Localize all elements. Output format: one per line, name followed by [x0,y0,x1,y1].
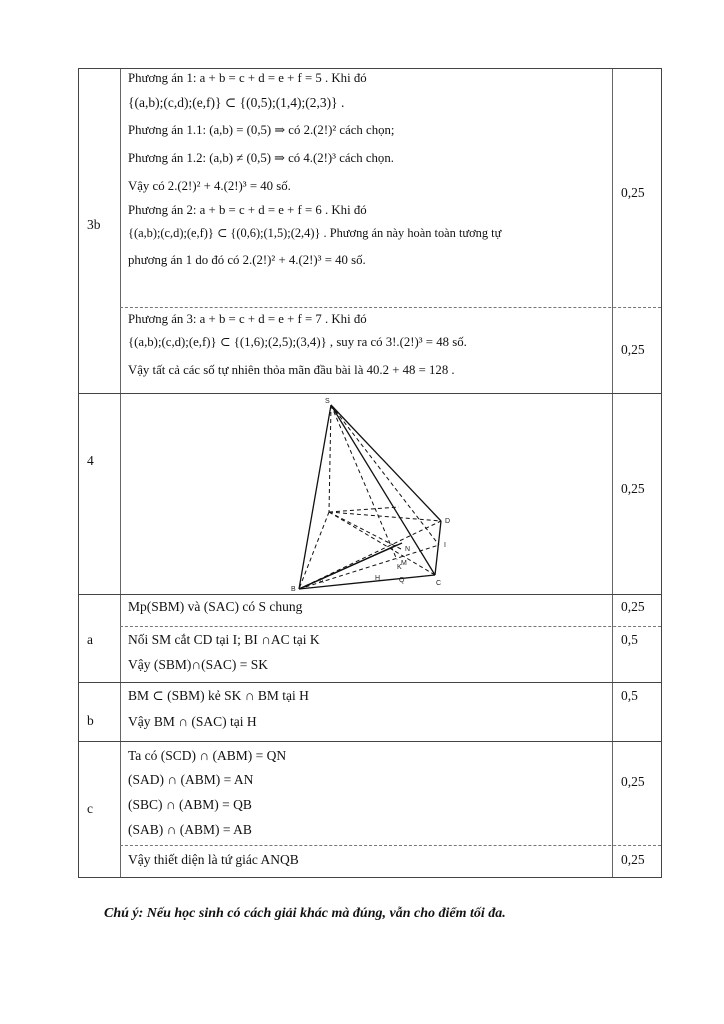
score: 0,5 [621,688,638,703]
edge-SB [299,405,331,589]
text-line: Phương án 1.2: (a,b) ≠ (0,5) ⇒ có 4.(2!)³ cách chọn. [128,151,394,165]
row-label-a: a [87,632,93,647]
vertex-label: H [375,575,381,582]
text-line: (SAB) ∩ (ABM) = AB [128,822,252,837]
score: 0,25 [621,599,645,614]
row-divider [79,682,661,683]
text-line: Vậy có 2.(2!)² + 4.(2!)³ = 40 số. [128,179,291,193]
subrow-divider [120,307,661,308]
row-label-b: b [87,713,94,728]
vertex-label: C [436,580,442,587]
edge-CD [435,521,441,575]
vertex-label: D [445,518,451,525]
text-line: Nối SM cắt CD tại I; BI ∩AC tại K [128,632,320,647]
edge-AD [329,512,441,521]
text-line: (SAD) ∩ (ABM) = AN [128,772,254,787]
text-line: {(a,b);(c,d);(e,f)} ⊂ {(0,6);(1,5);(2,4)} . Phương án này hoàn toàn tương tự [128,226,502,240]
answer-table [78,68,662,878]
text-line: Vậy thiết diện là tứ giác ANQB [128,852,299,867]
edge-SD [331,405,441,521]
column-divider-2 [612,69,613,877]
score: 0,25 [621,185,645,200]
pyramid-figure [279,397,469,592]
line-SI [331,405,439,545]
text-line: Ta có (SCD) ∩ (ABM) = QN [128,748,287,763]
row-label-3b: 3b [87,217,101,232]
column-divider-1 [120,69,121,877]
vertex-label: K [397,564,402,571]
row-divider [79,393,661,394]
line-SK [331,405,397,560]
text-line: Phương án 3: a + b = c + d = e + f = 7 . Khi đó [128,312,367,326]
text-line: Vậy (SBM)∩(SAC) = SK [128,657,268,672]
row-divider [79,594,661,595]
text-line: phương án 1 do đó có 2.(2!)² + 4.(2!)³ = 40 số. [128,253,366,267]
vertex-label: S [325,398,330,405]
text-line: {(a,b);(c,d);(e,f)} ⊂ {(1,6);(2,5);(3,4)} , suy ra có 3!.(2!)³ = 48 số. [128,335,467,349]
text-line: Phương án 1.1: (a,b) = (0,5) ⇒ có 2.(2!)² cách chọn; [128,123,395,137]
text-line: Phương án 1: a + b = c + d = e + f = 5 . Khi đó [128,71,367,85]
text-line: Phương án 2: a + b = c + d = e + f = 6 . Khi đó [128,203,367,217]
row-divider [79,741,661,742]
score: 0,25 [621,481,645,496]
edge-AC [329,512,435,575]
vertex-label: M [401,560,407,567]
score: 0,5 [621,632,638,647]
text-line: Vậy tất cả các số tự nhiên thỏa mãn đầu bài là 40.2 + 48 = 128 . [128,363,455,377]
edge-SA [329,405,331,512]
row-label-c: c [87,801,93,816]
subrow-divider [120,845,661,846]
score: 0,25 [621,342,645,357]
vertex-label: B [291,586,296,592]
subrow-divider [120,626,661,627]
text-line: Mp(SBM) và (SAC) có S chung [128,599,303,614]
vertex-label: Q [399,577,405,584]
vertex-label: A [319,578,324,585]
text-line: BM ⊂ (SBM) kẻ SK ∩ BM tại H [128,688,309,703]
text-line: (SBC) ∩ (ABM) = QB [128,797,252,812]
vertex-label: I [444,542,446,549]
score: 0,25 [621,774,645,789]
text-line: {(a,b);(c,d);(e,f)} ⊂ {(0,5);(1,4);(2,3)} . [128,95,345,110]
line-AQ [329,507,399,512]
vertex-label: N [405,546,411,553]
grading-note: Chú ý: Nếu học sinh có cách giải khác mà đúng, vẫn cho điểm tối đa. [104,906,506,921]
score: 0,25 [621,852,645,867]
row-label-4: 4 [87,453,94,468]
text-line: Vậy BM ∩ (SAC) tại H [128,714,257,729]
edge-SC [331,405,435,575]
